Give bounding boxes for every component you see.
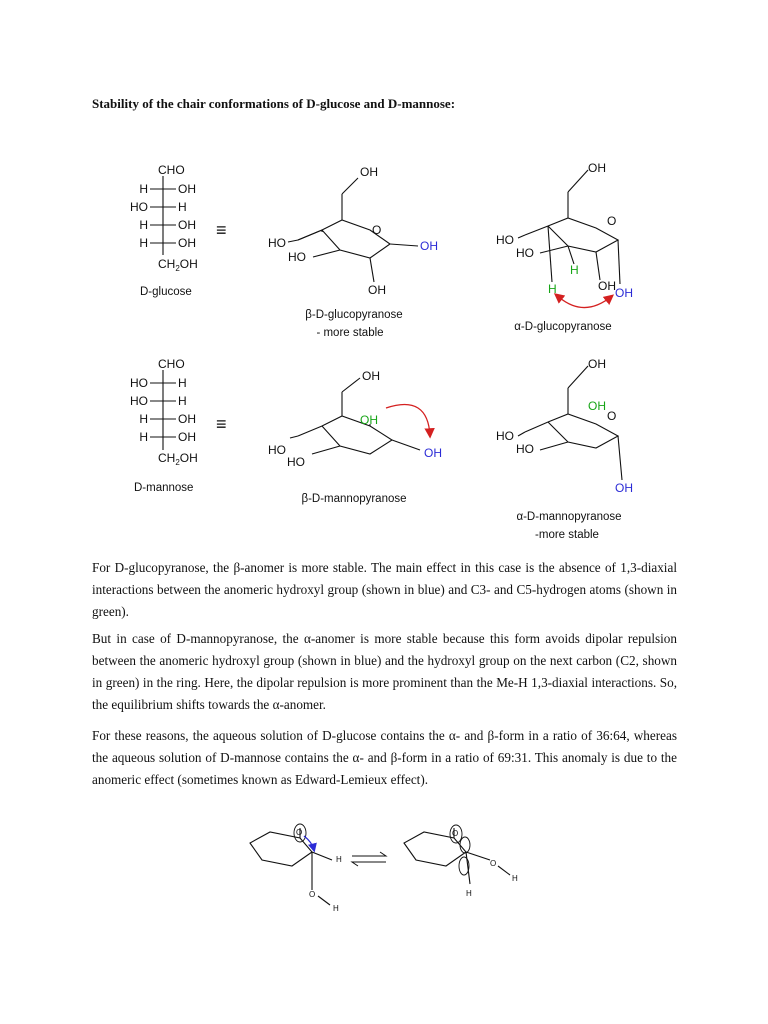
- aglc-ch2oh: OH: [588, 161, 606, 175]
- aman-c4-ho: HO: [496, 429, 514, 443]
- aman-c1-oh: OH: [615, 481, 633, 495]
- aglc-c1-oh: OH: [615, 286, 633, 300]
- glucose-fischer-projection: [150, 176, 176, 255]
- mannose-row3-right: OH: [178, 412, 196, 426]
- beta-mannopyranose-chair: [290, 378, 420, 454]
- aglc-ring-o: O: [607, 214, 617, 228]
- beta-glucopyranose-chair: [288, 178, 418, 282]
- glucose-row1-right: OH: [178, 182, 196, 196]
- aglc-c5-h: H: [570, 263, 579, 277]
- glucose-row4-right: OH: [178, 236, 196, 250]
- equiv-symbol-1: ≡: [216, 220, 227, 240]
- bglc-c3-ho: HO: [288, 250, 306, 264]
- bglc-c2-oh: OH: [368, 283, 386, 297]
- aglc-c2-oh: OH: [598, 279, 616, 293]
- anomeric-left-h-bottom: H: [333, 904, 339, 913]
- mannose-row1-right: H: [178, 376, 187, 390]
- glucose-row3-left: H: [139, 218, 148, 232]
- paragraph-2: But in case of D-mannopyranose, the α-anomer is more stable because this form avoids dipolar repulsion between the anomeric hydroxyl group (shown in blue) and the hydroxyl group on the next carbon (C2, shown in green) in the ring. Here, the dipolar repulsion is more prominent than the Me-H 1,3-diaxial interactions. So, the equilibrium shifts towards the α-anomer.: [92, 631, 677, 712]
- mannose-ch2oh: $CH_2OH$: [158, 451, 198, 467]
- aman-ring-o: O: [607, 409, 617, 423]
- anomeric-right-h-bottom: H: [466, 889, 472, 898]
- glucose-row4-left: H: [139, 236, 148, 250]
- equilibrium-arrows: [352, 852, 386, 866]
- equiv-symbol-2: ≡: [216, 414, 227, 434]
- glucose-row2-right: H: [178, 200, 187, 214]
- anomeric-right-o: O: [452, 829, 459, 838]
- mannose-label: D-mannose: [134, 482, 194, 494]
- mannose-row2-left: HO: [130, 394, 148, 408]
- glucose-row1-left: H: [139, 182, 148, 196]
- paragraph-3: For these reasons, the aqueous solution of D-glucose contains the α- and β-form in a ratio of 36:64, whereas the aqueous solution of D-mannose contains the α- and β-form in a ratio of 69:31. This anomaly is due to the anomeric effect (sometimes known as Edward-Lemieux effect).: [92, 728, 677, 787]
- bman-c4-ho: HO: [268, 443, 286, 457]
- bman-ch2oh: OH: [362, 369, 380, 383]
- bman-repulsion-arrow: [386, 405, 430, 437]
- aglc-c3-h: H: [548, 282, 557, 296]
- glucose-ch2oh: $CH_2OH$: [158, 257, 198, 273]
- bglc-c4-ho: HO: [268, 236, 286, 250]
- mannose-row2-right: H: [178, 394, 187, 408]
- anomeric-right-h-side: H: [512, 874, 518, 883]
- bglc-label-2: - more stable: [316, 327, 384, 339]
- glucose-label: D-glucose: [140, 286, 192, 298]
- mannose-row4-right: OH: [178, 430, 196, 444]
- anomeric-left-h: H: [336, 855, 342, 864]
- glucose-cho: CHO: [158, 163, 185, 177]
- bman-c2-oh: OH: [360, 413, 378, 427]
- aman-c3-ho: HO: [516, 442, 534, 456]
- anomeric-left-o: O: [296, 828, 303, 837]
- mannose-cho: CHO: [158, 357, 185, 371]
- bman-c1-oh: OH: [424, 446, 442, 460]
- aglc-c4-ho: HO: [496, 233, 514, 247]
- anomeric-left-chair: [250, 824, 332, 905]
- aman-c2-oh: OH: [588, 399, 606, 413]
- bman-c3-ho: HO: [287, 455, 305, 469]
- mannose-row4-left: H: [139, 430, 148, 444]
- glucose-row2-left: HO: [130, 200, 148, 214]
- bglc-ring-o: O: [372, 223, 382, 237]
- anomeric-left-o-bottom: O: [309, 890, 316, 899]
- alpha-mannopyranose-chair: [518, 366, 622, 480]
- bman-label: β-D-mannopyranose: [301, 493, 407, 505]
- bglc-ch2oh: OH: [360, 165, 378, 179]
- mannose-fischer-projection: [150, 370, 176, 450]
- bglc-label: β-D-glucopyranose: [305, 309, 403, 321]
- paragraph-1: For D-glucopyranose, the β-anomer is more stable. The main effect in this case is the absence of 1,3-diaxial interactions between the anomeric hydroxyl group (shown in blue) and C3- and C5-hydrogen atoms (shown in green).: [92, 560, 677, 619]
- alpha-glucopyranose-chair: [518, 170, 620, 284]
- aglc-c3-ho: HO: [516, 246, 534, 260]
- anomeric-right-o-side: O: [490, 859, 497, 868]
- aman-ch2oh: OH: [588, 357, 606, 371]
- aglc-interaction-arrow: [560, 296, 612, 308]
- aglc-label: α-D-glucopyranose: [514, 321, 612, 333]
- aman-label: α-D-mannopyranose: [516, 511, 622, 523]
- mannose-row1-left: HO: [130, 376, 148, 390]
- aman-label-2: -more stable: [535, 529, 599, 541]
- glucose-row3-right: OH: [178, 218, 196, 232]
- bglc-c1-oh: OH: [420, 239, 438, 253]
- page-heading: Stability of the chair conformations of D-glucose and D-mannose:: [92, 96, 456, 111]
- mannose-row3-left: H: [139, 412, 148, 426]
